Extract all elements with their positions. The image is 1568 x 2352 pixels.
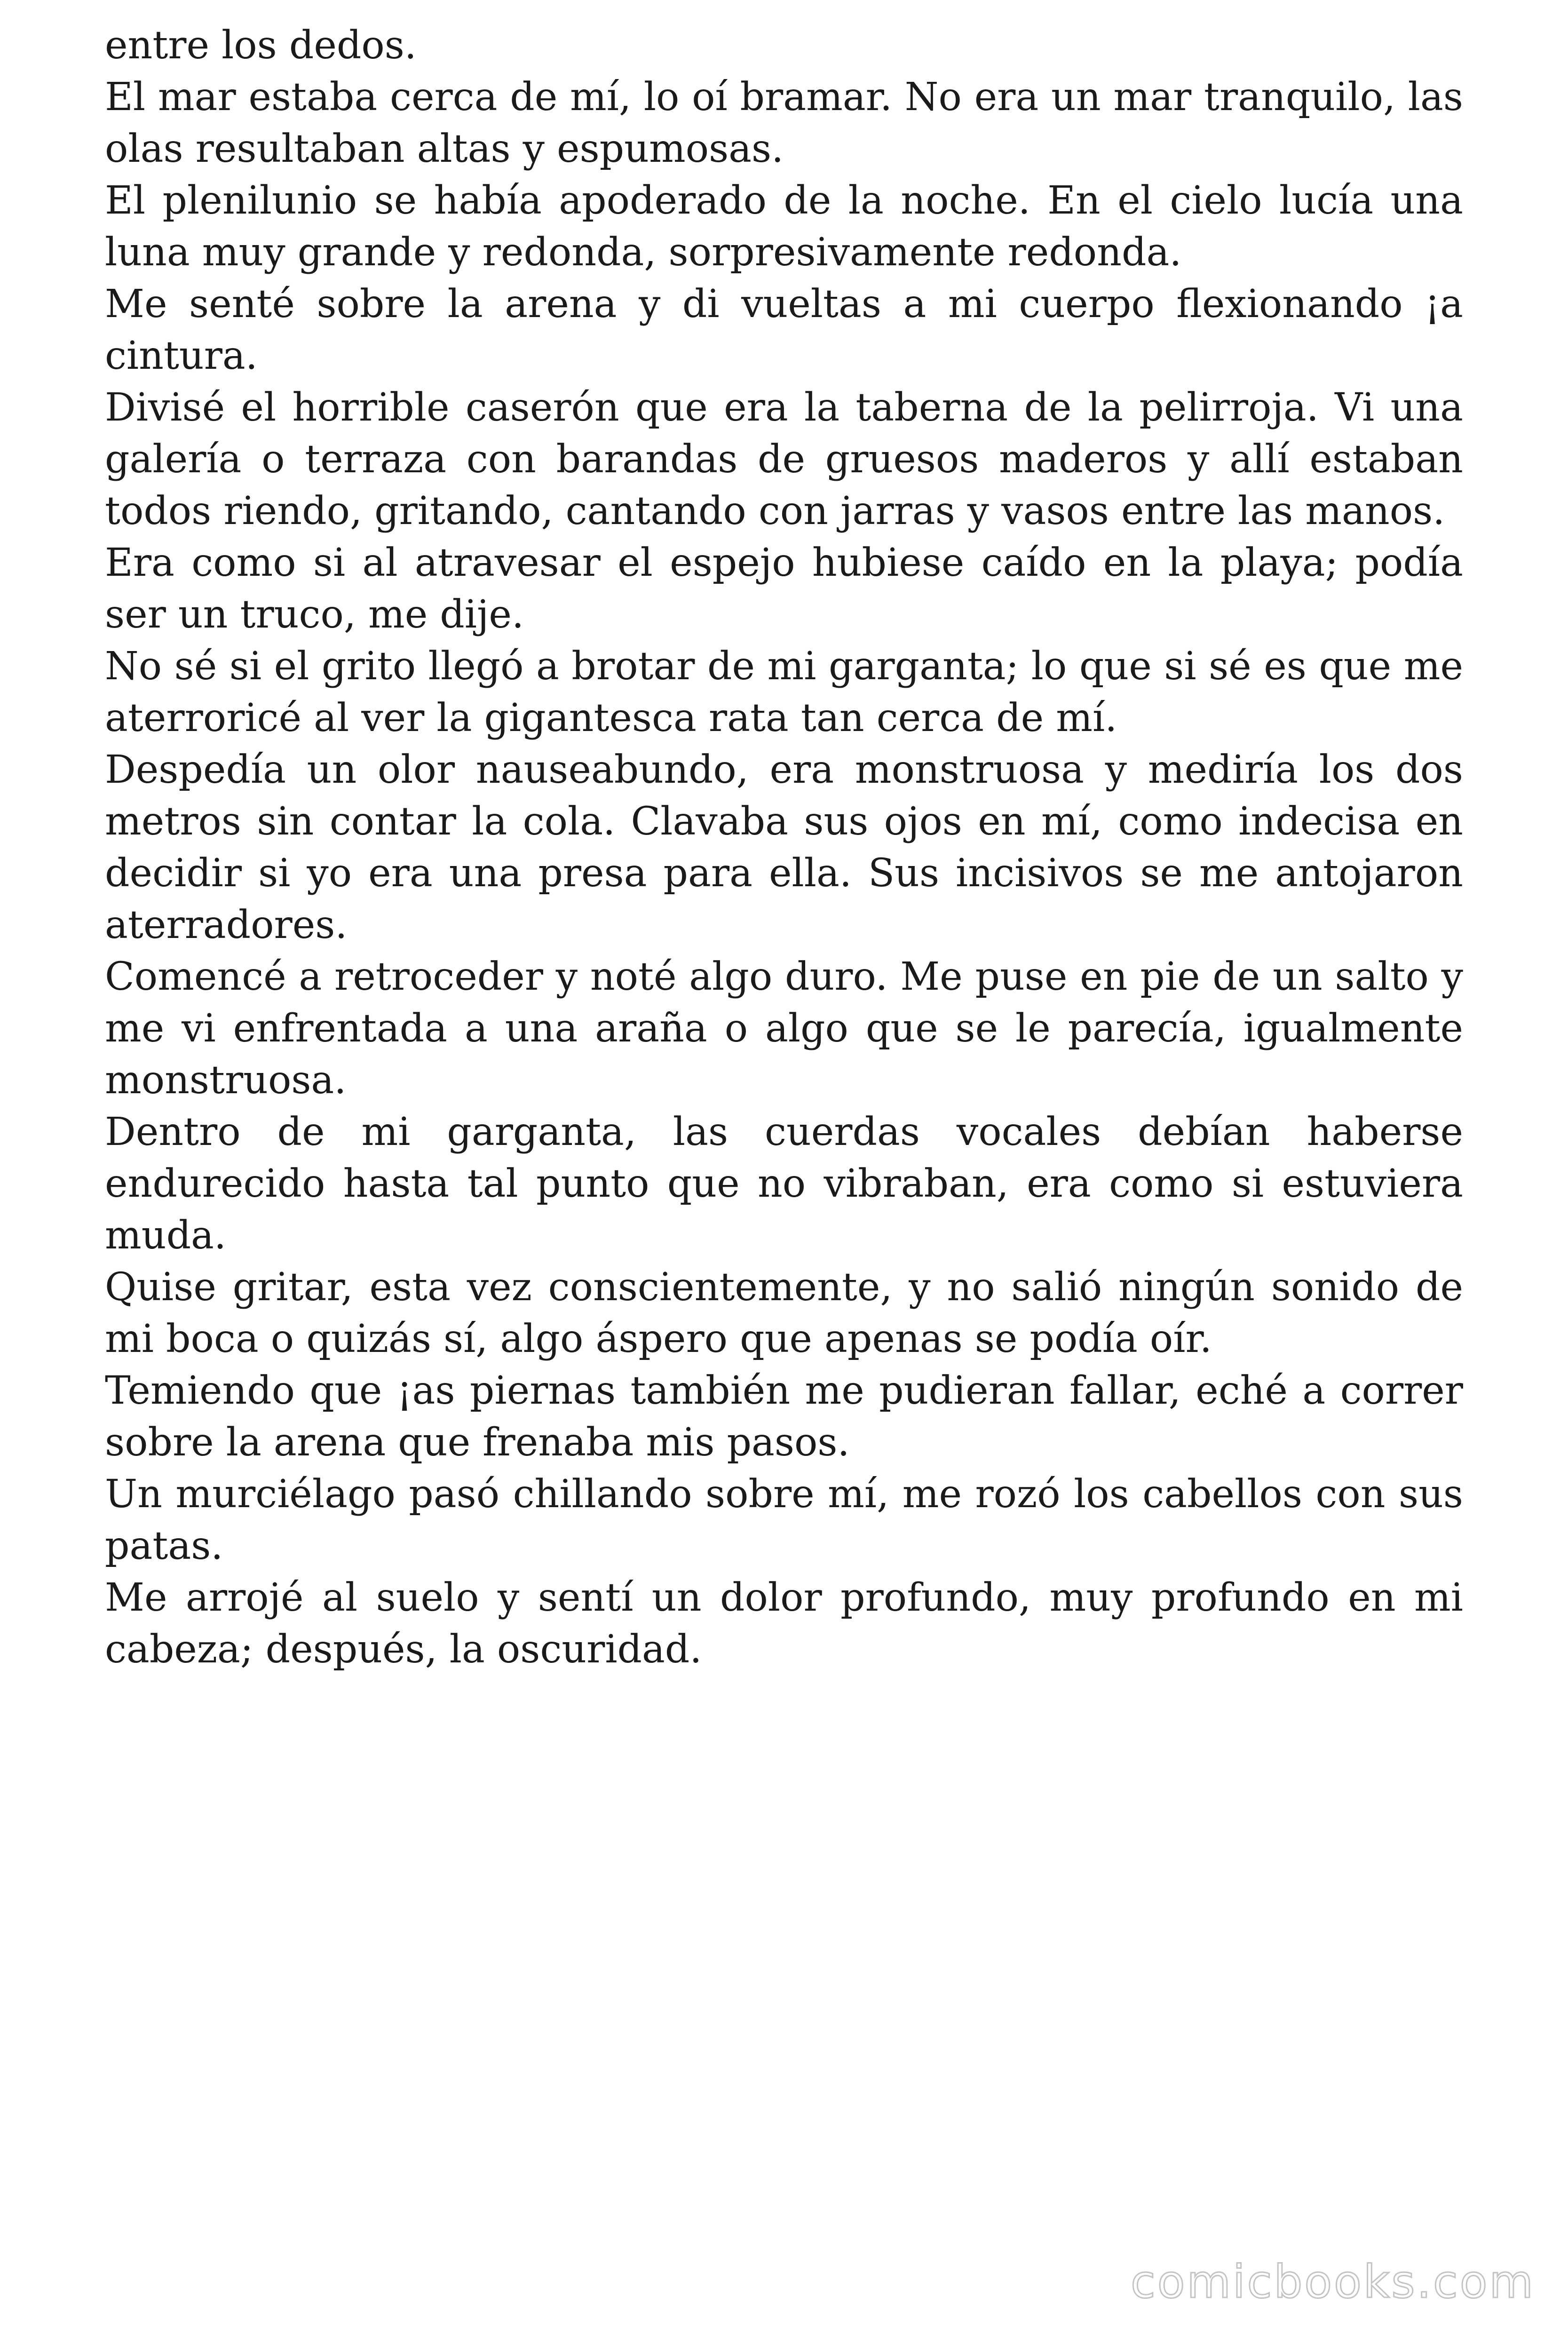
paragraph: Era como si al atravesar el espejo hubiese caído en la playa; podía ser un truco, me dije. [105,540,1463,637]
paragraph: Divisé el horrible caserón que era la taberna de la pelirroja. Vi una galería o terraza con barandas de gruesos maderos y allí estaban todos riendo, gritando, cantando con jarras y vasos entre las manos. [105,385,1463,533]
body-text [105,20,1463,1676]
paragraph: Comencé a retroceder y noté algo duro. Me puse en pie de un salto y me vi enfrentada a una araña o algo que se le parecía, igualmente monstruosa. [105,954,1463,1103]
paragraph: El plenilunio se había apoderado de la noche. En el cielo lucía una luna muy grande y redonda, sorpresivamente redonda. [105,178,1463,275]
paragraph: Un murciélago pasó chillando sobre mí, me rozó los cabellos con sus patas. [105,1472,1463,1568]
paragraph: El mar estaba cerca de mí, lo oí bramar. No era un mar tranquilo, las olas resultaban altas y espumosas. [105,75,1463,171]
paragraph: Quise gritar, esta vez conscientemente, y no salió ningún sonido de mi boca o quizás sí, algo áspero que apenas se podía oír. [105,1265,1463,1361]
paragraph: Dentro de mi garganta, las cuerdas vocales debían haberse endurecido hasta tal punto que no vibraban, era como si estuviera muda. [105,1110,1463,1258]
paragraph: Me arrojé al suelo y sentí un dolor profundo, muy profundo en mi cabeza; después, la oscuridad. [105,1575,1463,1672]
paragraph: entre los dedos. [105,23,417,68]
paragraph: Despedía un olor nauseabundo, era monstruosa y mediría los dos metros sin contar la cola. Clavaba sus ojos en mí, como indecisa en decidir si yo era una presa para ella. Sus incisivos se me antojaron aterradores. [105,747,1463,947]
paragraph: Me senté sobre la arena y di vueltas a mi cuerpo flexionando ¡a cintura. [105,282,1463,378]
paragraph: No sé si el grito llegó a brotar de mi garganta; lo que si sé es que me aterroricé al ver la gigantesca rata tan cerca de mí. [105,644,1463,740]
watermark-text: comicbooks.com [1130,2256,1535,2308]
paragraph: Temiendo que ¡as piernas también me pudieran fallar, eché a correr sobre la arena que frenaba mis pasos. [105,1368,1463,1465]
